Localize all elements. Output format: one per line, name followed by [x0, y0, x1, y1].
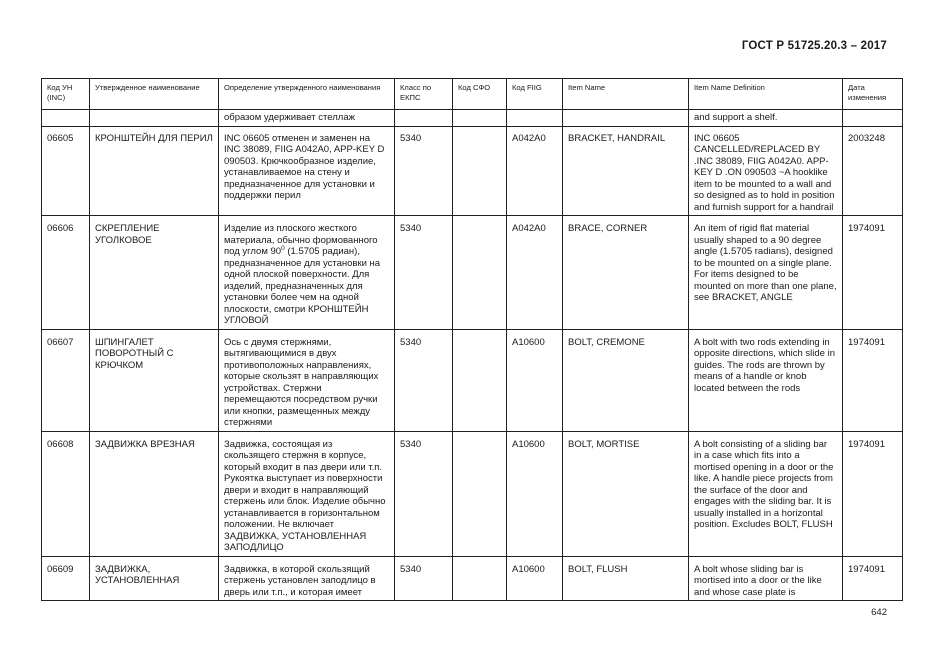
cell-name-ru: ЗАДВИЖКА ВРЕЗНАЯ [90, 431, 219, 556]
cell-date: 1974091 [843, 556, 903, 601]
table-header-row [42, 79, 903, 110]
cell-empty [42, 110, 90, 127]
column-header-fiig: Код FIIG [507, 79, 563, 110]
cell-definition-ru: Ось с двумя стержнями, вытягивающимися в двух противоположных направлениях, которые скользят в направляющих устройствах. Стержни перемещаются посредством ручки или кнопки, размещенных между стержнями [219, 329, 395, 431]
cell-definition-en: An item of rigid flat material usually shaped to a 90 degree angle (1.5705 radians), designed to be mounted on a single plane. For items designed to be mounted on more than one plane, see BRACKET, ANGLE [689, 216, 843, 330]
cell-fiig: A10600 [507, 329, 563, 431]
cell-class: 5340 [395, 431, 453, 556]
table-row [42, 126, 903, 216]
cell-definition-en: INC 06605 CANCELLED/REPLACED BY .INC 38089, FIIG A042A0. APP-KEY D .ON 090503 ~A hooklike item to be mounted to a wall and so designed as to hold in position and furnish support for a handrail [689, 126, 843, 216]
cell-definition-ru: образом удерживает стеллаж [219, 110, 395, 127]
cell-definition-en: and support a shelf. [689, 110, 843, 127]
cell-definition-en: A bolt with two rods extending in opposite directions, which slide in guides. The rods are thrown by means of a handle or knob located between the rods [689, 329, 843, 431]
cell-inc: 06605 [42, 126, 90, 216]
table-row [42, 431, 903, 556]
column-header-class: Класс по ЕКПС [395, 79, 453, 110]
cell-definition-en: A bolt consisting of a sliding bar in a case which fits into a mortised opening in a door or the like. A handle piece projects from the surface of the door and engages with the sliding bar. It is usually installed in a horizontal position. Excludes BOLT, FLUSH [689, 431, 843, 556]
cell-inc: 06609 [42, 556, 90, 601]
column-header-item-name: Item Name [563, 79, 689, 110]
cell-empty [843, 110, 903, 127]
cell-fiig: A042A0 [507, 126, 563, 216]
cell-class: 5340 [395, 126, 453, 216]
cell-item-name: BRACE, CORNER [563, 216, 689, 330]
cell-inc: 06606 [42, 216, 90, 330]
table-row [42, 216, 903, 330]
column-header-name-ru: Утвержденное наименование [90, 79, 219, 110]
degree-superscript: 0 [281, 244, 285, 252]
column-header-sfo: Код СФО [453, 79, 507, 110]
cell-definition-en: A bolt whose sliding bar is mortised into a door or the like and whose case plate is [689, 556, 843, 601]
cell-empty [453, 110, 507, 127]
cell-definition-ru: Задвижка, состоящая из скользящего стержня в корпусе, который входит в паз двери или т.п. Рукоятка выступает из поверхности двери и входит в направляющий стержень или блок. Изделие обычно устанавливается в горизонтальном положении. Не включает ЗАДВИЖКА, УСТАНОВЛЕННАЯ ЗАПОДЛИЦО [219, 431, 395, 556]
cell-name-ru: ШПИНГАЛЕТ ПОВОРОТНЫЙ С КРЮЧКОМ [90, 329, 219, 431]
cell-sfo [453, 329, 507, 431]
cell-definition-ru: Задвижка, в которой скользящий стержень установлен заподлицо в дверь или т.п., и которая имеет [219, 556, 395, 601]
cell-item-name: BRACKET, HANDRAIL [563, 126, 689, 216]
cell-date: 1974091 [843, 431, 903, 556]
cell-name-ru: ЗАДВИЖКА, УСТАНОВЛЕННАЯ [90, 556, 219, 601]
cell-fiig: A10600 [507, 556, 563, 601]
cell-empty [563, 110, 689, 127]
cell-class: 5340 [395, 329, 453, 431]
cell-sfo [453, 216, 507, 330]
column-header-definition-ru: Определение утвержденного наименования [219, 79, 395, 110]
cell-empty [90, 110, 219, 127]
column-header-item-name-definition: Item Name Definition [689, 79, 843, 110]
table-row [42, 329, 903, 431]
cell-date: 2003248 [843, 126, 903, 216]
cell-fiig: A10600 [507, 431, 563, 556]
table-row-continuation [42, 110, 903, 127]
column-header-date: Дата изменения [843, 79, 903, 110]
cell-definition-ru [219, 216, 395, 330]
cell-date: 1974091 [843, 329, 903, 431]
cell-sfo [453, 126, 507, 216]
page-number: 642 [871, 607, 887, 618]
cell-class: 5340 [395, 216, 453, 330]
definition-text-part: (1.5705 радиан), предназначенное для установки на одной плоской поверхности. Для изделий, предназначенных для установки более чем на одной плоскости, смотри КРОНШТЕЙН УГЛОВОЙ [224, 246, 381, 326]
document-header-standard: ГОСТ Р 51725.20.3 – 2017 [741, 40, 887, 52]
cell-sfo [453, 431, 507, 556]
table-row [42, 556, 903, 601]
cell-name-ru: СКРЕПЛЕНИЕ УГОЛКОВОЕ [90, 216, 219, 330]
cell-item-name: BOLT, MORTISE [563, 431, 689, 556]
cell-fiig: A042A0 [507, 216, 563, 330]
cell-date: 1974091 [843, 216, 903, 330]
cell-sfo [453, 556, 507, 601]
definition-text-part: Изделие из плоского жесткого материала, обычно формованного под углом 90 [224, 223, 378, 257]
cell-definition-ru: INC 06605 отменен и заменен на INC 38089, FIIG A042A0, APP-KEY D 090503. Крючкообразное изделие, устанавливаемое на стену и предназначенное для установки и поддержки перил [219, 126, 395, 216]
cell-item-name: BOLT, CREMONE [563, 329, 689, 431]
cell-empty [507, 110, 563, 127]
cell-class: 5340 [395, 556, 453, 601]
cell-inc: 06607 [42, 329, 90, 431]
catalog-table [41, 78, 903, 601]
cell-name-ru: КРОНШТЕЙН ДЛЯ ПЕРИЛ [90, 126, 219, 216]
column-header-inc: Код УН (INC) [42, 79, 90, 110]
cell-empty [395, 110, 453, 127]
cell-item-name: BOLT, FLUSH [563, 556, 689, 601]
cell-inc: 06608 [42, 431, 90, 556]
